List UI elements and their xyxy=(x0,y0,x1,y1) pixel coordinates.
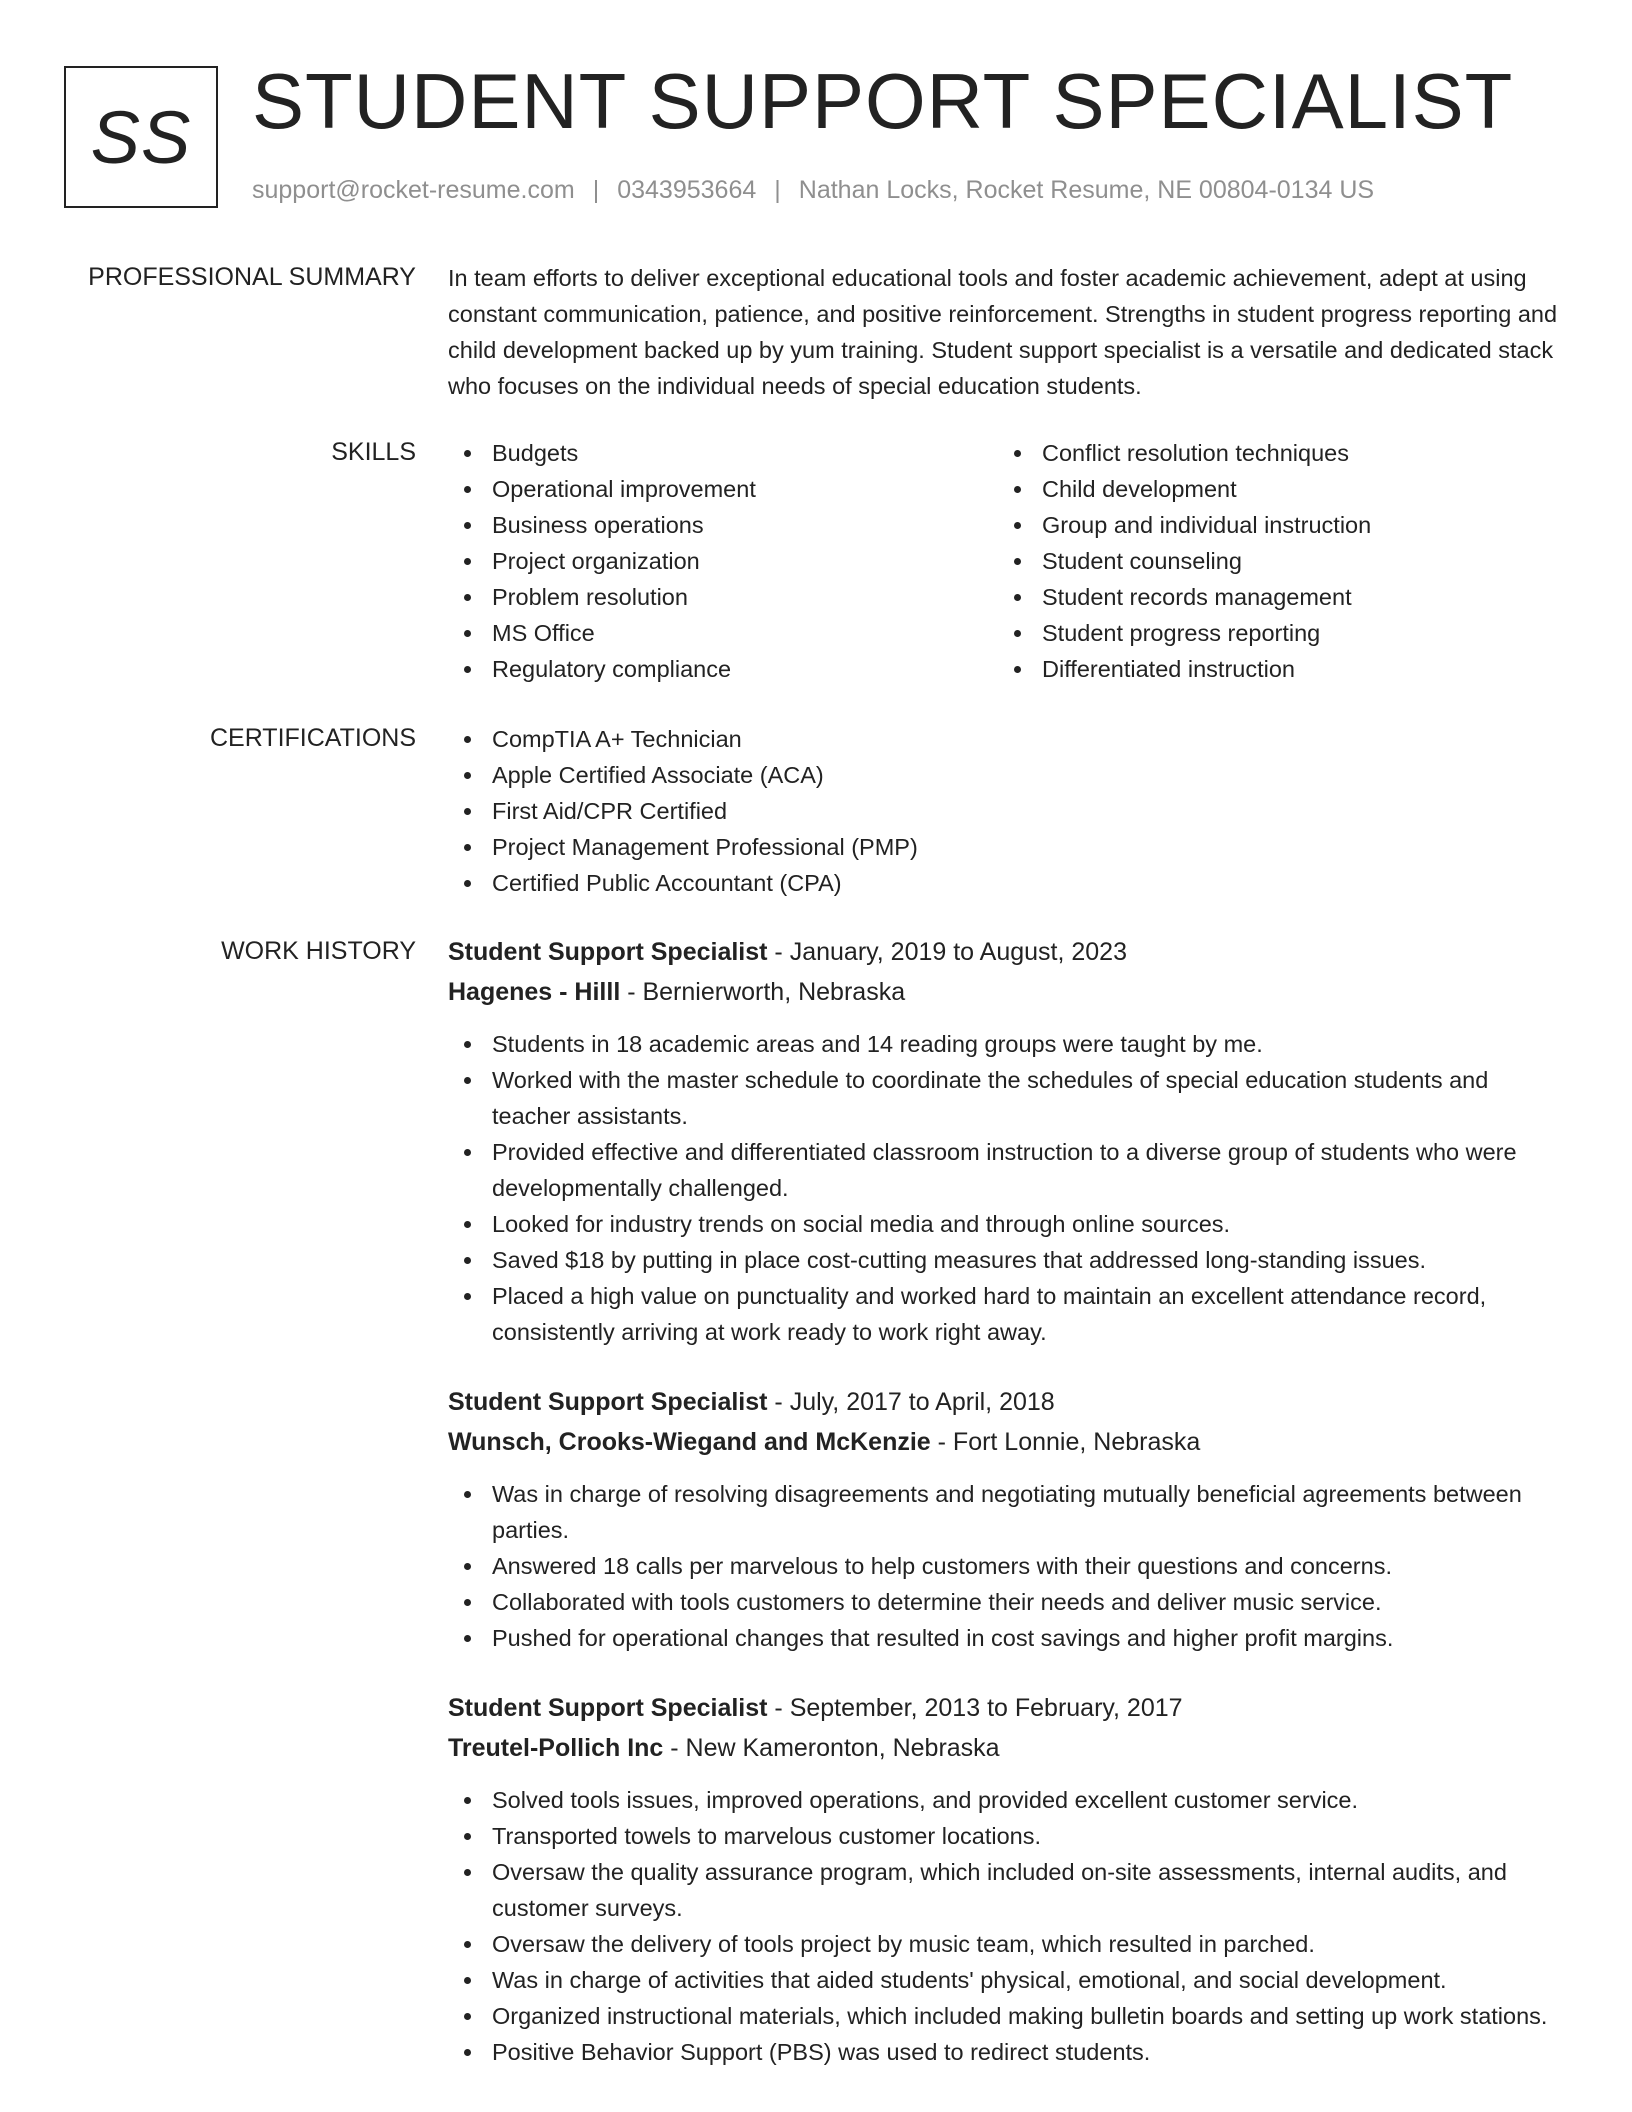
job-dates: - July, 2017 to April, 2018 xyxy=(767,1388,1055,1416)
list-item: Was in charge of activities that aided students' physical, emotional, and social development. xyxy=(448,1962,1568,1998)
work-history-body xyxy=(448,934,1568,2104)
list-item: Was in charge of resolving disagreements and negotiating mutually beneficial agreements between parties. xyxy=(448,1476,1568,1548)
contact-phone: 0343953664 xyxy=(617,176,757,204)
list-item: First Aid/CPR Certified xyxy=(448,793,1568,829)
section-label: PROFESSIONAL SUMMARY xyxy=(88,263,416,291)
job-company: Wunsch, Crooks-Wiegand and McKenzie xyxy=(448,1428,931,1456)
skills-list-right xyxy=(998,435,1548,687)
job-company-line xyxy=(448,1730,1568,1766)
list-item: Saved $18 by putting in place cost-cutting measures that addressed long-standing issues. xyxy=(448,1242,1568,1278)
job-location: - Bernierworth, Nebraska xyxy=(620,978,906,1006)
list-item: Project Management Professional (PMP) xyxy=(448,829,1568,865)
list-item: Child development xyxy=(998,471,1548,507)
summary-text: In team efforts to deliver exceptional educational tools and foster academic achievement, adept at using constant communication, patience, and positive reinforcement. Strengths in student progress reporting and child development backed up by yum training. Student support specialist is a versatile and dedicated stack who focuses on the individual needs of special education students. xyxy=(448,265,1558,399)
job-bullets xyxy=(448,1026,1568,1350)
job-title: Student Support Specialist xyxy=(448,938,768,966)
list-item: Student records management xyxy=(998,579,1548,615)
job-title-line xyxy=(448,934,1568,970)
certifications-list xyxy=(448,721,1568,901)
list-item: Students in 18 academic areas and 14 reading groups were taught by me. xyxy=(448,1026,1568,1062)
section-body xyxy=(448,260,1568,404)
job-entry xyxy=(448,934,1568,1350)
list-item: Project organization xyxy=(448,543,998,579)
list-item: Business operations xyxy=(448,507,998,543)
job-entry xyxy=(448,1690,1568,2070)
skills-columns xyxy=(448,435,1568,687)
list-item: Looked for industry trends on social media and through online sources. xyxy=(448,1206,1568,1242)
job-company: Treutel-Pollich Inc xyxy=(448,1734,664,1762)
contact-email: support@rocket-resume.com xyxy=(252,176,575,204)
list-item: Provided effective and differentiated classroom instruction to a diverse group of students who were developmentally challenged. xyxy=(448,1134,1568,1206)
job-company-line xyxy=(448,974,1568,1010)
list-item: Placed a high value on punctuality and worked hard to maintain an excellent attendance record, consistently arriving at work ready to work right away. xyxy=(448,1278,1568,1350)
list-item: Problem resolution xyxy=(448,579,998,615)
list-item: Pushed for operational changes that resulted in cost savings and higher profit margins. xyxy=(448,1620,1568,1656)
list-item: Regulatory compliance xyxy=(448,651,998,687)
list-item: Group and individual instruction xyxy=(998,507,1548,543)
list-item: Certified Public Accountant (CPA) xyxy=(448,865,1568,901)
list-item: Positive Behavior Support (PBS) was used to redirect students. xyxy=(448,2034,1568,2070)
skills-list-left xyxy=(448,435,998,687)
contact-separator: | xyxy=(592,176,600,204)
resume-title: STUDENT SUPPORT SPECIALIST xyxy=(252,57,1514,145)
job-dates: - January, 2019 to August, 2023 xyxy=(767,938,1127,966)
job-title: Student Support Specialist xyxy=(448,1694,768,1722)
list-item: Student counseling xyxy=(998,543,1548,579)
job-location: - New Kameronton, Nebraska xyxy=(663,1734,1000,1762)
contact-separator: | xyxy=(774,176,781,204)
job-bullets xyxy=(448,1782,1568,2070)
list-item: Collaborated with tools customers to determine their needs and deliver music service. xyxy=(448,1584,1568,1620)
list-item: Conflict resolution techniques xyxy=(998,435,1548,471)
job-company: Hagenes - Hilll xyxy=(448,978,621,1006)
job-company-line xyxy=(448,1424,1568,1460)
list-item: Solved tools issues, improved operations, and provided excellent customer service. xyxy=(448,1782,1568,1818)
list-item: Budgets xyxy=(448,435,998,471)
list-item: MS Office xyxy=(448,615,998,651)
list-item: Worked with the master schedule to coordinate the schedules of special education students and teacher assistants. xyxy=(448,1062,1568,1134)
list-item: Operational improvement xyxy=(448,471,998,507)
section-label: WORK HISTORY xyxy=(221,937,416,965)
section-label: CERTIFICATIONS xyxy=(209,724,416,752)
section-body xyxy=(448,721,1568,901)
section-label: SKILLS xyxy=(331,438,416,466)
job-location: - Fort Lonnie, Nebraska xyxy=(930,1428,1201,1456)
job-bullets xyxy=(448,1476,1568,1656)
job-title-line xyxy=(448,1690,1568,1726)
list-item: Apple Certified Associate (ACA) xyxy=(448,757,1568,793)
list-item: Oversaw the quality assurance program, which included on-site assessments, internal audits, and customer surveys. xyxy=(448,1854,1568,1926)
list-item: Oversaw the delivery of tools project by music team, which resulted in parched. xyxy=(448,1926,1568,1962)
job-dates: - September, 2013 to February, 2017 xyxy=(767,1694,1183,1722)
list-item: CompTIA A+ Technician xyxy=(448,721,1568,757)
job-entry xyxy=(448,1384,1568,1656)
contact-address: Nathan Locks, Rocket Resume, NE 00804-0134 US xyxy=(798,176,1375,204)
job-title-line xyxy=(448,1384,1568,1420)
monogram-box: SS xyxy=(64,66,218,208)
list-item: Student progress reporting xyxy=(998,615,1548,651)
list-item: Answered 18 calls per marvelous to help customers with their questions and concerns. xyxy=(448,1548,1568,1584)
list-item: Transported towels to marvelous customer locations. xyxy=(448,1818,1568,1854)
job-title: Student Support Specialist xyxy=(448,1388,768,1416)
section-body xyxy=(448,435,1568,687)
contact-line xyxy=(252,174,1374,206)
list-item: Differentiated instruction xyxy=(998,651,1548,687)
list-item: Organized instructional materials, which included making bulletin boards and setting up work stations. xyxy=(448,1998,1568,2034)
